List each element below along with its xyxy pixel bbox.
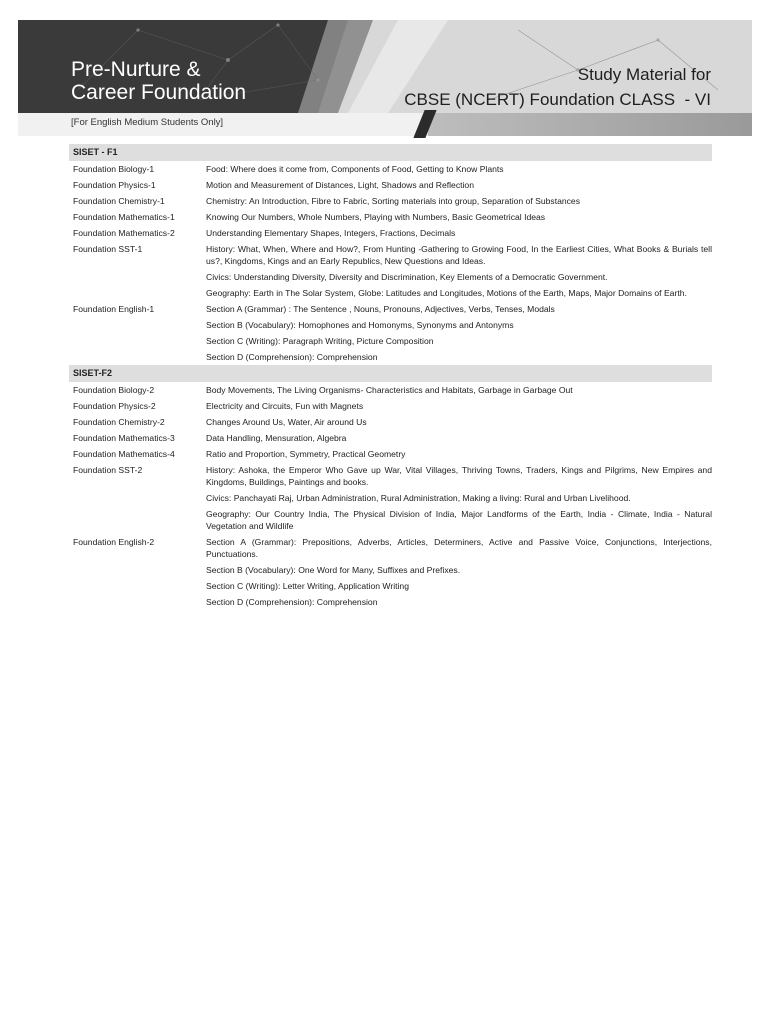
subject-cell: Foundation Physics-1 [73, 180, 156, 190]
subject-cell: Foundation Chemistry-2 [73, 417, 165, 427]
topics-cell: Understanding Elementary Shapes, Integers, Fractions, Decimals [206, 228, 456, 238]
table-row [69, 506, 712, 534]
subject-cell: Foundation English-2 [73, 537, 155, 547]
subject-cell: Foundation Biology-2 [73, 385, 155, 395]
table-row [69, 578, 712, 594]
table-row [69, 446, 712, 462]
topics-cell: Section C (Writing): Letter Writing, Application Writing [206, 581, 409, 591]
syllabus-table [69, 144, 712, 610]
subject-cell: Foundation Physics-2 [73, 401, 156, 411]
table-row [69, 301, 712, 317]
topics-cell: Section B (Vocabulary): Homophones and Homonyms, Synonyms and Antonyms [206, 320, 514, 330]
table-row [69, 225, 712, 241]
table-row [69, 177, 712, 193]
subject-cell [69, 319, 206, 331]
table-row [69, 490, 712, 506]
table-row [69, 209, 712, 225]
subject-cell [69, 492, 206, 504]
sub-header-bar [18, 113, 752, 136]
subject-cell: Foundation Chemistry-1 [73, 196, 165, 206]
table-row [69, 462, 712, 490]
subject-cell [69, 271, 206, 283]
section-heading: SISET - F1 [69, 144, 712, 161]
subject-cell: Foundation SST-2 [73, 465, 143, 475]
header-banner [18, 20, 752, 113]
topics-cell: Data Handling, Mensuration, Algebra [206, 433, 347, 443]
topics-cell: Ratio and Proportion, Symmetry, Practical Geometry [206, 449, 406, 459]
topics-cell: Changes Around Us, Water, Air around Us [206, 417, 367, 427]
topics-cell: Section A (Grammar): Prepositions, Adverbs, Articles, Determiners, Active and Passive Voice, Conjunctions, Interjections, Punctuations. [206, 537, 712, 559]
table-row [69, 241, 712, 269]
title-line-1: Study Material for [577, 65, 711, 84]
subject-cell: Foundation English-1 [73, 304, 155, 314]
table-row [69, 317, 712, 333]
table-row [69, 193, 712, 209]
topics-cell: Geography: Earth in The Solar System, Globe: Latitudes and Longitudes, Motions of the Earth, Maps, Major Domains of Earth. [206, 288, 687, 298]
subject-cell: Foundation Mathematics-3 [73, 433, 175, 443]
topics-cell: Body Movements, The Living Organisms- Characteristics and Habitats, Garbage in Garbage Out [206, 385, 573, 395]
table-row [69, 594, 712, 610]
table-row [69, 534, 712, 562]
subject-cell [69, 351, 206, 363]
subject-cell: Foundation SST-1 [73, 244, 143, 254]
medium-note: [For English Medium Students Only] [71, 117, 224, 128]
table-row [69, 269, 712, 285]
topics-cell: Section B (Vocabulary): One Word for Many, Suffixes and Prefixes. [206, 565, 461, 575]
document-title [404, 62, 711, 112]
table-row [69, 430, 712, 446]
topics-cell: Civics: Panchayati Raj, Urban Administration, Rural Administration, Making a living: Rural and Urban Livelihood. [206, 493, 631, 503]
brand-line-2: Career Foundation [71, 81, 247, 104]
topics-cell: Chemistry: An Introduction, Fibre to Fabric, Sorting materials into group, Separation of Substances [206, 196, 581, 206]
decorative-strip [428, 113, 752, 136]
topics-cell: Section A (Grammar) : The Sentence , Nouns, Pronouns, Adjectives, Verbs, Tenses, Modals [206, 304, 555, 314]
subject-cell: Foundation Mathematics-1 [73, 212, 175, 222]
topics-cell: History: What, When, Where and How?, From Hunting -Gathering to Growing Food, In the Earliest Cities, What Books & Burials tell us?, Kingdoms, Kings and an Early Republics, New Questions and Ideas. [206, 244, 712, 266]
table-row [69, 562, 712, 578]
topics-cell: Knowing Our Numbers, Whole Numbers, Playing with Numbers, Basic Geometrical Ideas [206, 212, 546, 222]
topics-cell: Section D (Comprehension): Comprehension [206, 352, 378, 362]
subject-cell [69, 335, 206, 347]
subject-cell [69, 287, 206, 299]
subject-cell [69, 508, 206, 532]
brand-line-1: Pre-Nurture & [71, 58, 201, 81]
subject-cell [69, 580, 206, 592]
section-heading: SISET-F2 [69, 365, 712, 382]
brand-title [71, 58, 246, 104]
topics-cell: Food: Where does it come from, Components of Food, Getting to Know Plants [206, 164, 504, 174]
table-row [69, 161, 712, 177]
topics-cell: Motion and Measurement of Distances, Light, Shadows and Reflection [206, 180, 474, 190]
table-row [69, 285, 712, 301]
topics-cell: Section D (Comprehension): Comprehension [206, 597, 378, 607]
table-row [69, 382, 712, 398]
topics-cell: Geography: Our Country India, The Physical Division of India, Major Landforms of the Earth, India - Climate, India - Natural Vegetation and Wildlife [206, 509, 712, 531]
subject-cell: Foundation Mathematics-4 [73, 449, 175, 459]
table-row [69, 333, 712, 349]
table-row [69, 398, 712, 414]
topics-cell: Section C (Writing): Paragraph Writing, Picture Composition [206, 336, 434, 346]
subject-cell [69, 564, 206, 576]
subject-cell: Foundation Mathematics-2 [73, 228, 175, 238]
topics-cell: Electricity and Circuits, Fun with Magnets [206, 401, 364, 411]
topics-cell: History: Ashoka, the Emperor Who Gave up War, Vital Villages, Thriving Towns, Traders, Kings and Pilgrims, New Empires and Kingdoms, Buildings, Paintings and books. [206, 465, 712, 487]
table-row [69, 349, 712, 365]
subject-cell [69, 596, 206, 608]
title-line-2: CBSE (NCERT) Foundation CLASS - VI [404, 90, 711, 109]
table-row [69, 414, 712, 430]
topics-cell: Civics: Understanding Diversity, Diversity and Discrimination, Key Elements of a Democratic Government. [206, 272, 608, 282]
subject-cell: Foundation Biology-1 [73, 164, 155, 174]
